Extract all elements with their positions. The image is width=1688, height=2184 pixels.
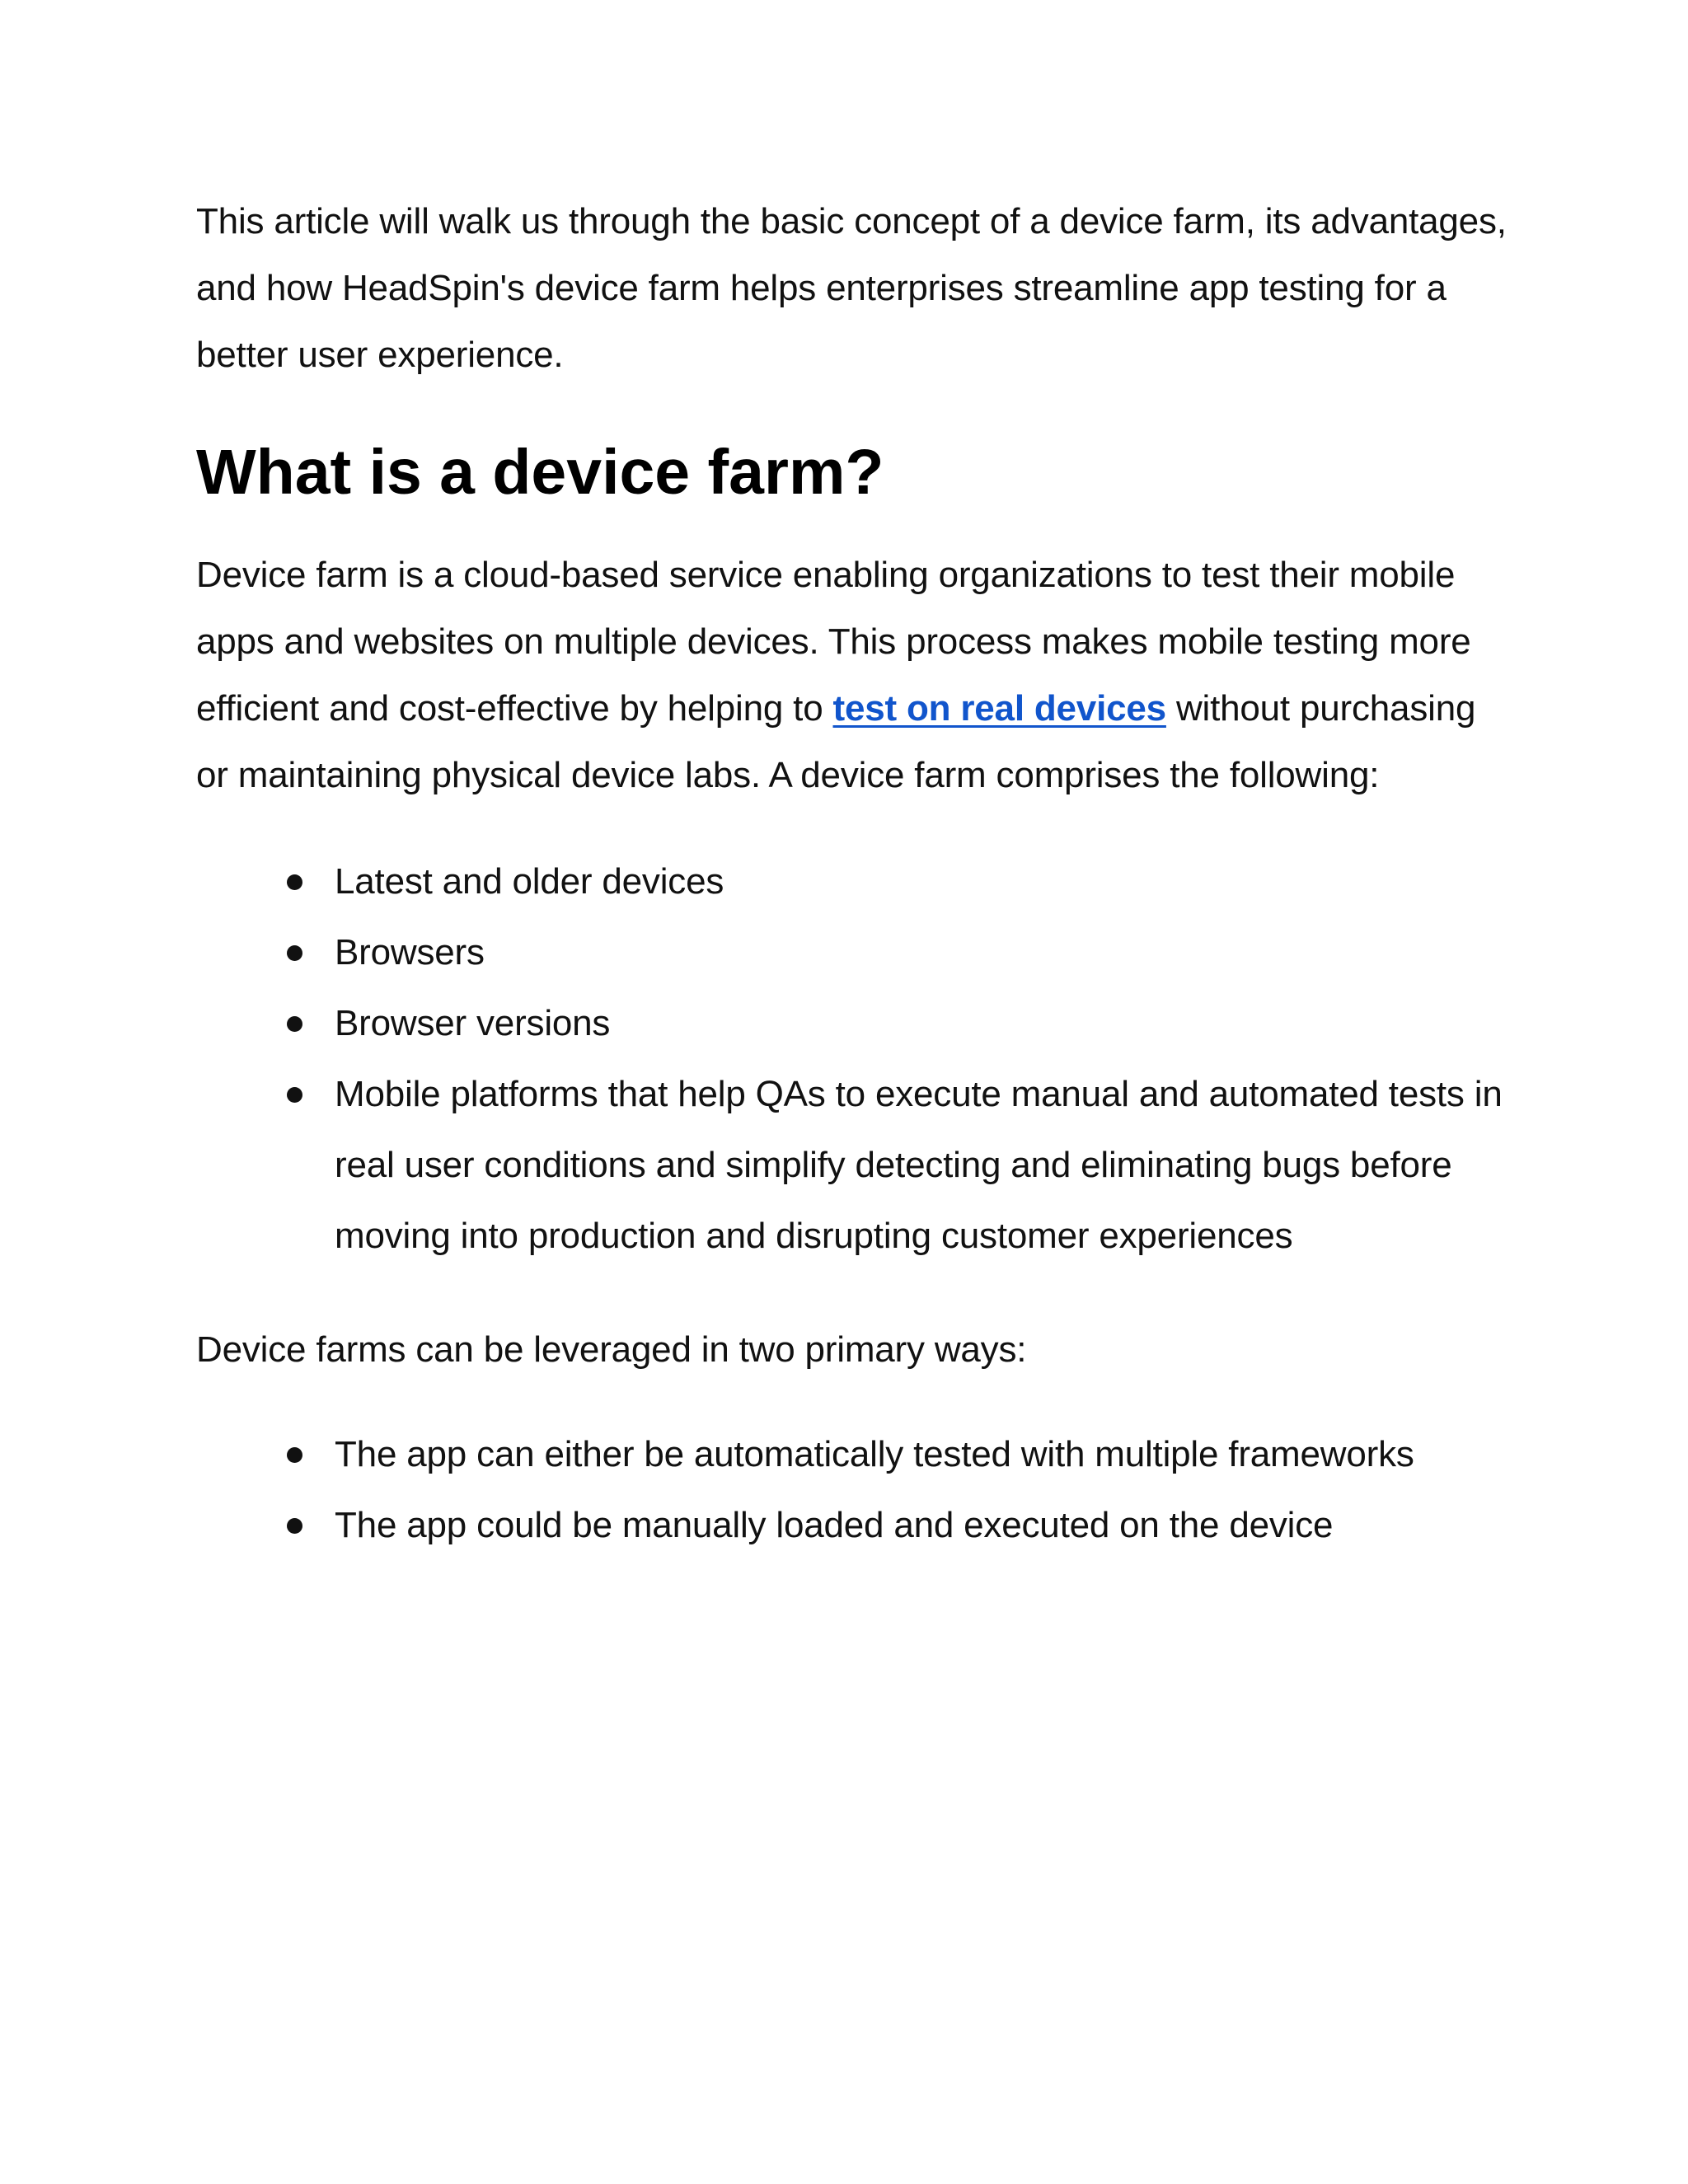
device-farm-components-list	[196, 846, 1507, 1272]
list-item	[335, 988, 1507, 1059]
list-item-text: Browsers	[335, 932, 485, 972]
definition-text-before-link: Device farm is a cloud-based service enabling organizations to test their mobile apps and websites on multiple devices. This process makes mobile testing more efficient and cost-effective by helping to	[196, 555, 1471, 729]
list-item-text: The app could be manually loaded and executed on the device	[335, 1505, 1334, 1545]
list-item-text: Browser versions	[335, 1003, 611, 1043]
bullet-icon	[287, 1447, 302, 1463]
definition-text-after-link: without purchasing or maintaining physical device labs. A device farm comprises the following:	[196, 688, 1476, 795]
list-item	[335, 1059, 1507, 1272]
list-item-text: Mobile platforms that help QAs to execute manual and automated tests in real user conditions and simplify detecting and eliminating bugs before moving into production and disrupting customer experiences	[335, 1074, 1503, 1256]
intro-paragraph: This article will walk us through the basic concept of a device farm, its advantages, and how HeadSpin's device farm helps enterprises streamline app testing for a better user experience.	[196, 201, 1507, 375]
list-item	[335, 1490, 1507, 1561]
test-on-real-devices-link[interactable]: test on real devices	[832, 688, 1166, 729]
document-content	[196, 188, 1507, 1561]
list-item	[335, 846, 1507, 917]
bullet-icon	[287, 1016, 302, 1032]
usage-ways-list	[196, 1419, 1507, 1561]
usage-ways-intro: Device farms can be leveraged in two primary ways:	[196, 1329, 1027, 1370]
list-item	[335, 1419, 1507, 1490]
list-item	[335, 917, 1507, 988]
bullet-icon	[287, 945, 302, 961]
definition-paragraph	[196, 541, 1507, 808]
bullet-icon	[287, 1087, 302, 1103]
list-item-text: The app can either be automatically tested with multiple frameworks	[335, 1434, 1414, 1474]
bullet-icon	[287, 1518, 302, 1534]
bullet-icon	[287, 874, 302, 890]
list-item-text: Latest and older devices	[335, 861, 724, 902]
section-heading: What is a device farm?	[196, 437, 884, 508]
